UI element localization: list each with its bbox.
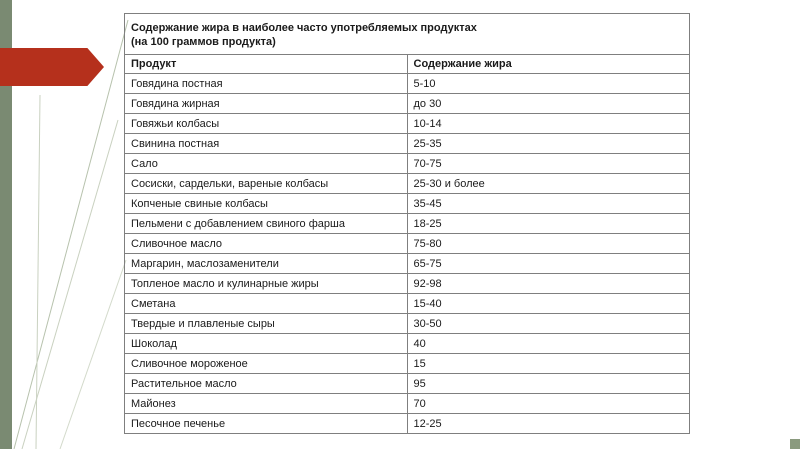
table-row (125, 114, 690, 134)
table-title-line1: Содержание жира в наиболее часто употребляемых продуктах (131, 22, 477, 34)
cell-product: Говяжьи колбасы (125, 114, 408, 134)
table-row (125, 194, 690, 214)
cell-fat: 25-35 (407, 134, 690, 154)
cell-product: Копченые свиные колбасы (125, 194, 408, 214)
table-row (125, 214, 690, 234)
table-row (125, 294, 690, 314)
table-title (125, 14, 690, 55)
cell-fat: 15-40 (407, 294, 690, 314)
cell-product: Говядина постная (125, 74, 408, 94)
cell-product: Сливочное мороженое (125, 354, 408, 374)
table-row (125, 254, 690, 274)
table-row (125, 174, 690, 194)
table-row (125, 374, 690, 394)
table-row (125, 414, 690, 434)
cell-product: Свинина постная (125, 134, 408, 154)
table-row (125, 134, 690, 154)
table-row (125, 314, 690, 334)
cell-product: Сало (125, 154, 408, 174)
table-row (125, 74, 690, 94)
cell-product: Сосиски, сардельки, вареные колбасы (125, 174, 408, 194)
cell-fat: 15 (407, 354, 690, 374)
cell-product: Пельмени с добавлением свиного фарша (125, 214, 408, 234)
cell-fat: 18-25 (407, 214, 690, 234)
table-row (125, 94, 690, 114)
cell-product: Говядина жирная (125, 94, 408, 114)
table-row (125, 154, 690, 174)
cell-fat: 5-10 (407, 74, 690, 94)
fat-content-table-container (124, 13, 690, 434)
header-fat-content: Содержание жира (407, 55, 690, 74)
cell-product: Маргарин, маслозаменители (125, 254, 408, 274)
cell-fat: 75-80 (407, 234, 690, 254)
cell-fat: 40 (407, 334, 690, 354)
table-header-row (125, 55, 690, 74)
cell-fat: до 30 (407, 94, 690, 114)
cell-product: Майонез (125, 394, 408, 414)
table-row (125, 334, 690, 354)
cell-product: Песочное печенье (125, 414, 408, 434)
cell-fat: 70 (407, 394, 690, 414)
table-row (125, 234, 690, 254)
fat-content-table (124, 13, 690, 434)
table-title-row (125, 14, 690, 55)
cell-fat: 70-75 (407, 154, 690, 174)
cell-fat: 30-50 (407, 314, 690, 334)
cell-product: Растительное масло (125, 374, 408, 394)
cell-product: Сметана (125, 294, 408, 314)
header-product: Продукт (125, 55, 408, 74)
cell-product: Твердые и плавленые сыры (125, 314, 408, 334)
cell-fat: 35-45 (407, 194, 690, 214)
cell-fat: 12-25 (407, 414, 690, 434)
table-row (125, 394, 690, 414)
cell-product: Топленое масло и кулинарные жиры (125, 274, 408, 294)
corner-decor (790, 439, 800, 449)
table-row (125, 354, 690, 374)
cell-product: Шоколад (125, 334, 408, 354)
cell-fat: 95 (407, 374, 690, 394)
cell-product: Сливочное масло (125, 234, 408, 254)
accent-arrow (0, 48, 104, 86)
table-title-line2: (на 100 граммов продукта) (131, 36, 276, 48)
cell-fat: 92-98 (407, 274, 690, 294)
cell-fat: 10-14 (407, 114, 690, 134)
table-row (125, 274, 690, 294)
cell-fat: 25-30 и более (407, 174, 690, 194)
cell-fat: 65-75 (407, 254, 690, 274)
